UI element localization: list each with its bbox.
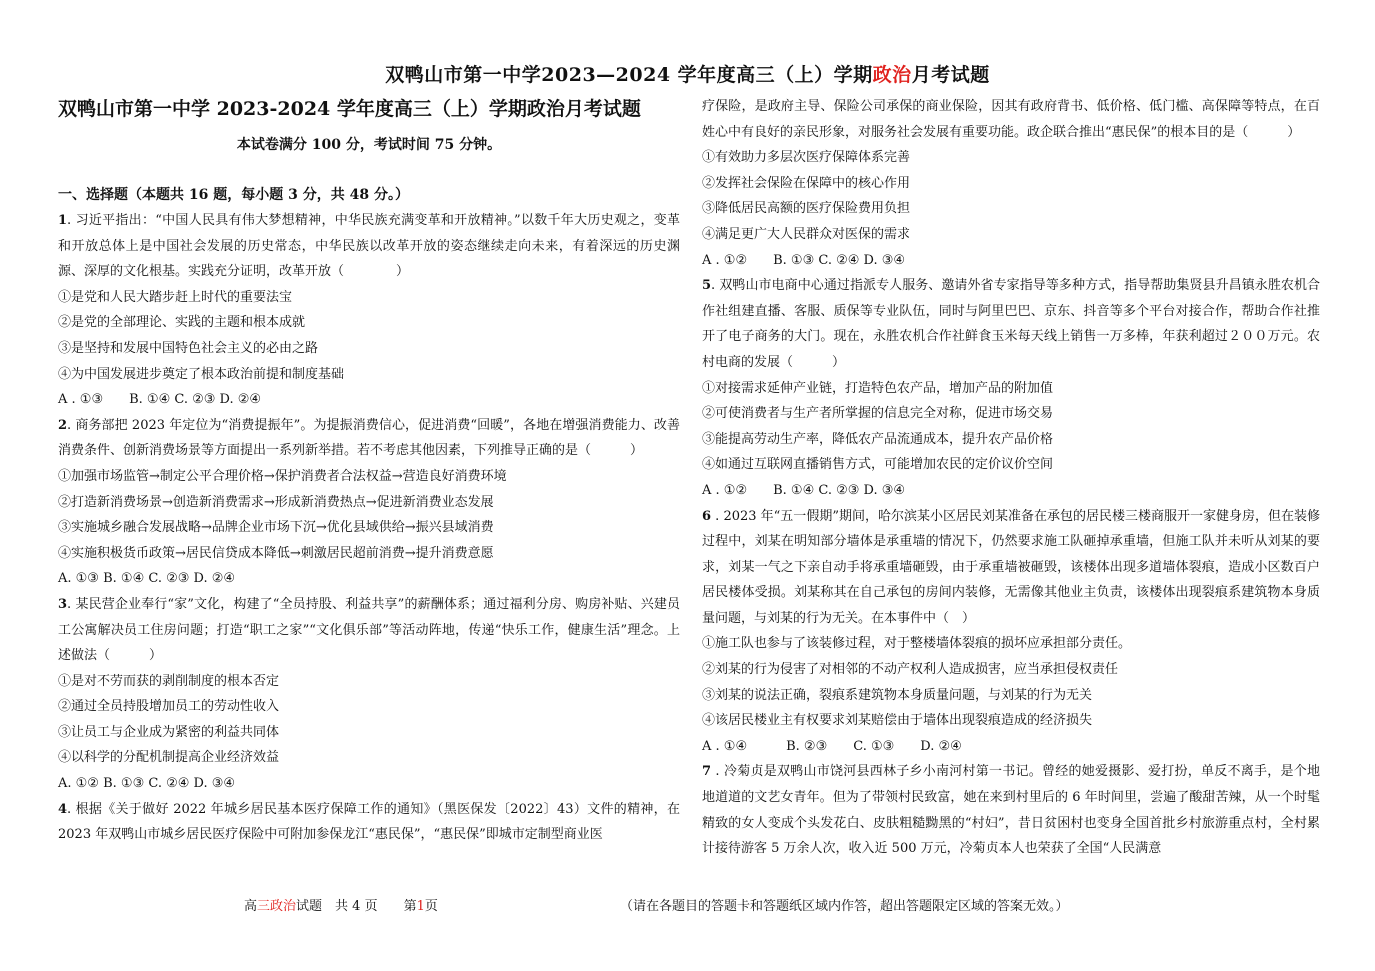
page-header (0, 60, 1375, 87)
question-1 (58, 208, 680, 413)
question-4 (58, 797, 680, 848)
option: ②可使消费者与生产者所掌握的信息完全对称，促进市场交易 (702, 406, 1054, 422)
right-column (702, 94, 1320, 862)
question-6 (702, 504, 1320, 760)
option: ④实施积极货币政策→居民信贷成本降低→刺激居民超前消费→提升消费意愿 (58, 545, 494, 561)
question-stem: 1. 习近平指出：“中国人民具有伟大梦想精神，中华民族充满变革和开放精神。”以数千年大历史观之，变革和开放总体上是中国社会发展的历史常态，中华民族以改革开放的姿态继续走向未来，有着深远的历史渊源、深厚的文化根基。实践充分证明，改革开放（ ） (58, 213, 680, 280)
question-number: 5 (702, 278, 712, 294)
option: ①施工队也参与了该装修过程，对于整楼墙体裂痕的损坏应承担部分责任。 (702, 636, 1132, 652)
question-stem: 5. 双鸭山市电商中心通过指派专人服务、邀请外省专家指导等多种方式，指导帮助集贤县升昌镇永胜农机合作社组建直播、客服、质保等专业队伍，同时与阿里巴巴、京东、抖音等多个平台对接合作，帮助合作社推开了电子商务的大门。现在，永胜农机合作社鲜食玉米每天线上销售一万多棒，年获利超过２００万元。农村电商的发展（ ） (702, 278, 1320, 370)
question-3 (58, 592, 680, 797)
answer-choices: A . ①③ B. ①④ C. ②③ D. ②④ (58, 392, 262, 408)
question-2 (58, 413, 680, 592)
left-column (58, 94, 680, 848)
question-number: 4 (58, 801, 68, 817)
question-stem: 2. 商务部把 2023 年定位为“消费提振年”。为提振消费信心，促进消费“回暖”，各地在增强消费能力、改善消费条件、创新消费场景等方面提出一系列新举措。若不考虑其他因素，下列推导正确的是（ ） (58, 417, 680, 459)
option: ①加强市场监管→制定公平合理价格→保护消费者合法权益→营造良好消费环境 (58, 468, 507, 484)
answer-choices: A. ①② B. ①③ C. ②④ D. ③④ (58, 776, 236, 792)
question-stem: 3. 某民营企业奉行“家”文化，构建了“全员持股、利益共享”的薪酬体系；通过福利分房、购房补贴、兴建员工公寓解决员工住房问题；打造“职工之家”“文化俱乐部”等活动阵地，传递“快乐工作，健康生活”理念。上述做法（ ） (58, 596, 680, 664)
exam-title: 双鸭山市第一中学 2023-2024 学年度高三（上）学期政治月考试题 (58, 98, 641, 120)
option: ④以科学的分配机制提高企业经济效益 (58, 750, 280, 766)
option: ③是坚持和发展中国特色社会主义的必由之路 (58, 340, 319, 356)
header-title-subject: 政治 (872, 64, 912, 86)
question-stem: 疗保险，是政府主导、保险公司承保的商业保险，因其有政府背书、低价格、低门槛、高保障等特点，在百姓心中有良好的亲民形象，对服务社会发展有重要功能。政企联合推出“惠民保”的根本目的是（ ） (702, 99, 1320, 140)
question-stem: 7 . 冷菊贞是双鸭山市饶河县西林子乡小南河村第一书记。曾经的她爱摄影、爱打扮，单反不离手，是个地地道道的文艺女青年。但为了带领村民致富，她在来到村里后的 6 年时间里，尝遍了酸甜苦辣，从一个时髦精致的女人变成个头发花白、皮肤粗糙黝黑的“村妇”，昔日贫困村也变身全国首批乡村旅游重点村，全村累计接待游客 5 万余人次，收入近 500 万元，冷菊贞本人也荣获了全国“人民满意 (702, 764, 1320, 857)
section-heading: 一、选择题（本题共 16 题，每小题 3 分，共 48 分。） (58, 187, 409, 203)
option: ③实施城乡融合发展战略→品牌企业市场下沉→优化县域供给→振兴县域消费 (58, 520, 494, 536)
option: ②是党的全部理论、实践的主题和根本成就 (58, 315, 306, 331)
option: ④如通过互联网直播销售方式，可能增加农民的定价议价空间 (702, 457, 1054, 473)
option: ③能提高劳动生产率，降低农产品流通成本，提升农产品价格 (702, 431, 1054, 447)
answer-choices: A . ①④ B. ②③ C. ①③ D. ②④ (702, 738, 962, 754)
option: ①有效助力多层次医疗保障体系完善 (702, 150, 911, 166)
header-title-suffix: 月考试题 (911, 64, 990, 86)
option: ②通过全员持股增加员工的劳动性收入 (58, 699, 280, 715)
question-4-continued (702, 94, 1320, 273)
question-stem: 4. 根据《关于做好 2022 年城乡居民基本医疗保障工作的通知》（黑医保发〔2022〕43）文件的精神，在 2023 年双鸭山市城乡居民医疗保险中可附加参保龙江“惠民保”，“惠民保”即城市定制型商业医 (58, 801, 680, 843)
option: ②发挥社会保险在保障中的核心作用 (702, 175, 911, 191)
question-stem: 6 . 2023 年“五一假期”期间，哈尔滨某小区居民刘某准备在承包的居民楼三楼商服开一家健身房，但在装修过程中，刘某在明知部分墙体是承重墙的情况下，仍然要求施工队砸掉承重墙，但施工队并未听从刘某的要求，刘某一气之下亲自动手将承重墙砸毁，由于承重墙被砸毁，该楼体出现多道墙体裂痕，造成小区数百户居民楼体受损。刘某称其在自己承包的房间内装修，无需像其他业主负责，该楼体出现裂痕系建筑物本身质量问题，与刘某的行为无关。在本事件中（ ） (702, 508, 1320, 626)
option: ①对接需求延伸产业链，打造特色农产品，增加产品的附加值 (702, 380, 1054, 396)
question-number: 6 (702, 508, 712, 524)
option: ①是对不劳而获的剥削制度的根本否定 (58, 673, 280, 689)
question-number: 2 (58, 417, 68, 433)
option: ④满足更广大人民群众对医保的需求 (702, 226, 911, 242)
question-number: 7 (702, 764, 712, 780)
option: ②刘某的行为侵害了对相邻的不动产权利人造成损害，应当承担侵权责任 (702, 662, 1119, 678)
answer-choices: A . ①② B. ①④ C. ②③ D. ③④ (702, 482, 906, 498)
option: ④为中国发展进步奠定了根本政治前提和制度基础 (58, 366, 345, 382)
question-5 (702, 273, 1320, 503)
option: ④该居民楼业主有权要求刘某赔偿由于墙体出现裂痕造成的经济损失 (702, 713, 1093, 729)
option: ③让员工与企业成为紧密的利益共同体 (58, 724, 280, 740)
question-7 (702, 759, 1320, 861)
option: ③刘某的说法正确，裂痕系建筑物本身质量问题，与刘某的行为无关 (702, 687, 1093, 703)
option: ②打造新消费场景→创造新消费需求→形成新消费热点→促进新消费业态发展 (58, 494, 494, 510)
exam-subtitle: 本试卷满分 100 分，考试时间 75 分钟。 (236, 137, 502, 153)
option: ①是党和人民大踏步赶上时代的重要法宝 (58, 289, 293, 305)
answer-choices: A. ①③ B. ①④ C. ②③ D. ②④ (58, 571, 236, 587)
footer-page-info: 高三政治试题 共 4 页 第1页 (244, 899, 438, 914)
option: ③降低居民高额的医疗保险费用负担 (702, 201, 911, 217)
footer-notice: （请在各题目的答题卡和答题纸区域内作答，超出答题限定区域的答案无效。） (620, 899, 1069, 914)
header-title-prefix: 双鸭山市第一中学2023—2024 学年度高三（上）学期 (385, 64, 873, 86)
answer-choices: A . ①② B. ①③ C. ②④ D. ③④ (702, 252, 906, 268)
question-number: 3 (58, 596, 68, 612)
question-number: 1 (58, 213, 68, 228)
